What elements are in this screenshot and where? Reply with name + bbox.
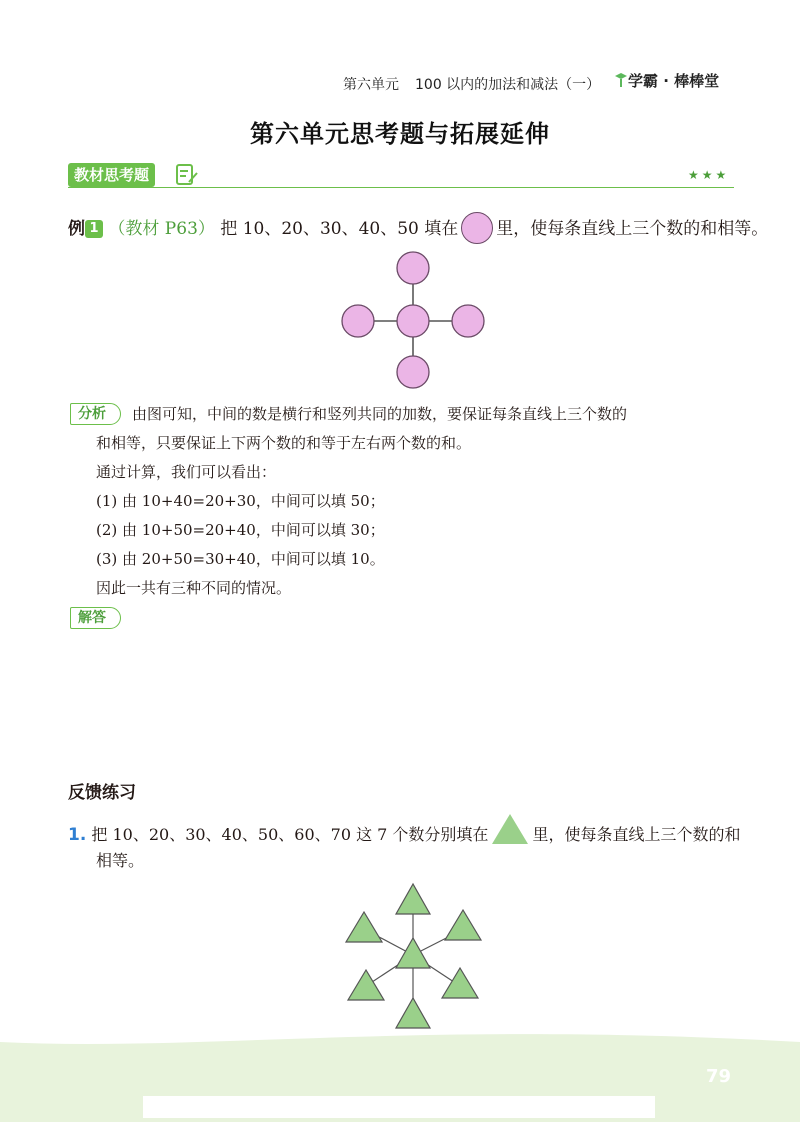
- question-text-before: 把 10、20、30、40、50、60、70 这 7 个数分别填在: [91, 825, 489, 844]
- brand-logo: [614, 70, 719, 91]
- triangle-upper-left: [346, 912, 382, 942]
- example-text-before: 把 10、20、30、40、50 填在: [220, 219, 459, 239]
- analysis-line-1: 由图可知，中间的数是横行和竖列共同的加数，要保证每条直线上三个数的: [132, 405, 628, 423]
- answer-tag: 解答: [70, 607, 121, 629]
- circle-center: [397, 305, 429, 337]
- question-text-after: 里，使每条直线上三个数的和: [532, 825, 741, 844]
- footer-strip: [143, 1096, 655, 1118]
- header-unit-label: 第六单元: [343, 77, 399, 93]
- circle-shape-icon: [461, 212, 493, 244]
- example-text-after: 里，使每条直线上三个数的和相等。: [496, 219, 769, 239]
- triangle-shape-icon: [492, 814, 528, 844]
- analysis-line-4: (1) 由 10+40=20+30，中间可以填 50；: [96, 492, 385, 510]
- example-question: [68, 212, 768, 244]
- difficulty-stars: ★★★: [688, 168, 730, 182]
- triangle-lower-right: [442, 968, 478, 998]
- brand-text: 学霸 · 棒棒堂: [628, 72, 720, 90]
- page-title: 第六单元思考题与拓展延伸: [250, 120, 550, 148]
- circle-bottom: [397, 356, 429, 388]
- triangle-star-diagram: [340, 880, 490, 1032]
- example-source: （教材 P63）: [108, 219, 215, 239]
- cross-circle-diagram: [338, 246, 488, 392]
- analysis-line-6: (3) 由 20+50=30+40，中间可以填 10。: [96, 550, 385, 568]
- section-divider: [68, 187, 734, 188]
- circle-left: [342, 305, 374, 337]
- header-unit: [343, 74, 600, 94]
- page-number: 79: [706, 1066, 732, 1087]
- analysis-tag: 分析: [70, 403, 121, 425]
- triangle-bottom: [396, 998, 430, 1028]
- feedback-question-1: [68, 814, 740, 850]
- analysis-line-5: (2) 由 10+50=20+40，中间可以填 30；: [96, 521, 385, 539]
- header-unit-title: 100 以内的加法和减法（一）: [415, 77, 601, 93]
- graduation-cap-icon: [614, 72, 628, 88]
- analysis-line-3: 通过计算，我们可以看出：: [96, 463, 277, 481]
- analysis-line-2: 和相等，只要保证上下两个数的和等于左右两个数的和。: [96, 434, 472, 452]
- triangle-center: [396, 938, 430, 968]
- triangle-upper-right: [445, 910, 481, 940]
- feedback-question-1-line-2: 相等。: [96, 851, 145, 870]
- example-prefix: 例: [68, 219, 85, 239]
- triangle-lower-left: [348, 970, 384, 1000]
- circle-top: [397, 252, 429, 284]
- question-number: 1.: [68, 825, 87, 845]
- notepad-icon: [174, 162, 200, 188]
- triangle-top: [396, 884, 430, 914]
- feedback-title: 反馈练习: [68, 783, 136, 803]
- analysis-line-7: 因此一共有三种不同的情况。: [96, 579, 292, 597]
- section-label: 教材思考题: [68, 163, 155, 187]
- circle-right: [452, 305, 484, 337]
- example-number: 1: [85, 220, 103, 238]
